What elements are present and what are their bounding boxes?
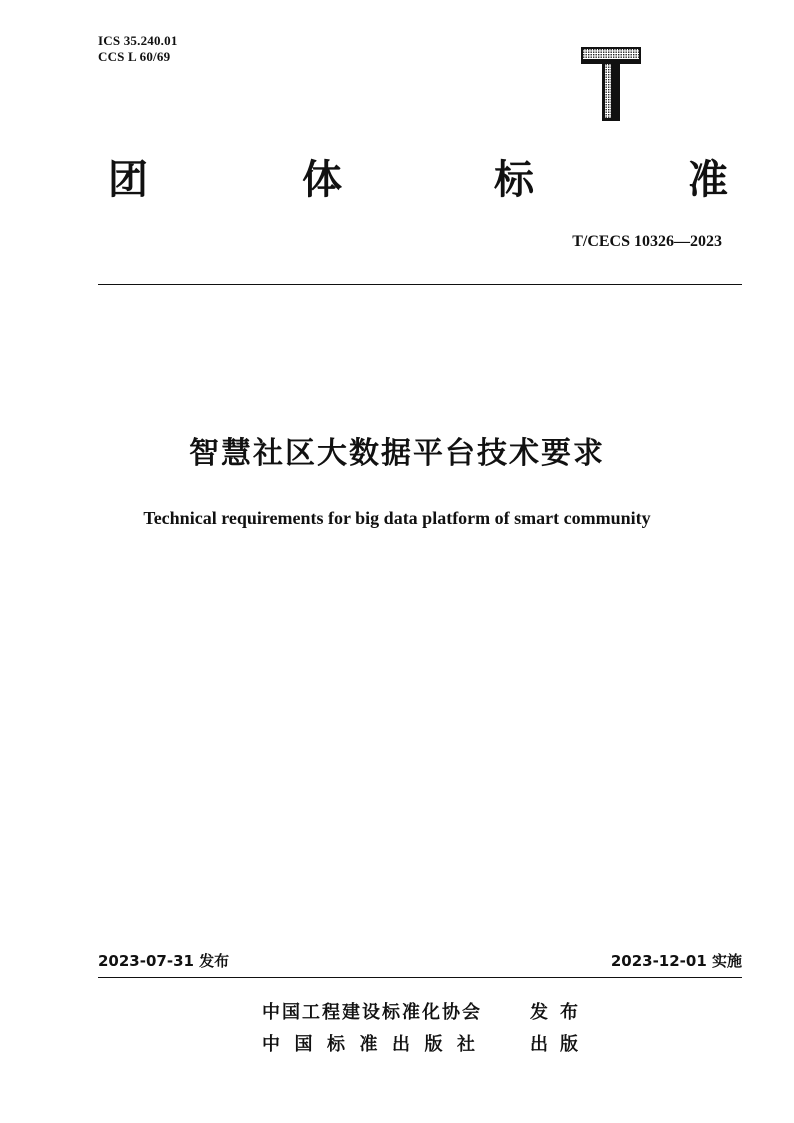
- standard-type-char: 体: [302, 157, 342, 203]
- ccs-code: CCS L 60/69: [98, 49, 171, 64]
- header-divider: [98, 284, 742, 285]
- standard-type-char: 团: [108, 157, 148, 203]
- standard-code: T/CECS 10326—2023: [572, 233, 722, 250]
- ics-code: ICS 35.240.01: [98, 33, 178, 48]
- publisher-role: 发布: [530, 1002, 590, 1023]
- t-standard-mark-icon: [578, 44, 644, 124]
- publisher-name: 中国工程建设标准化协会: [262, 1002, 482, 1023]
- implementation-date: 2023-12-01 实施: [610, 952, 742, 970]
- issue-date: 2023-07-31 发布: [98, 952, 230, 970]
- title-english: Technical requirements for big data platform of smart community: [143, 508, 651, 528]
- standard-type-char: 准: [688, 157, 728, 203]
- footer-divider: [98, 977, 742, 978]
- publisher-role: 出版: [530, 1034, 590, 1055]
- title-chinese: 智慧社区大数据平台技术要求: [189, 436, 605, 471]
- publisher-name: 中国标准出版社: [262, 1034, 490, 1055]
- standard-type-char: 标: [494, 157, 534, 203]
